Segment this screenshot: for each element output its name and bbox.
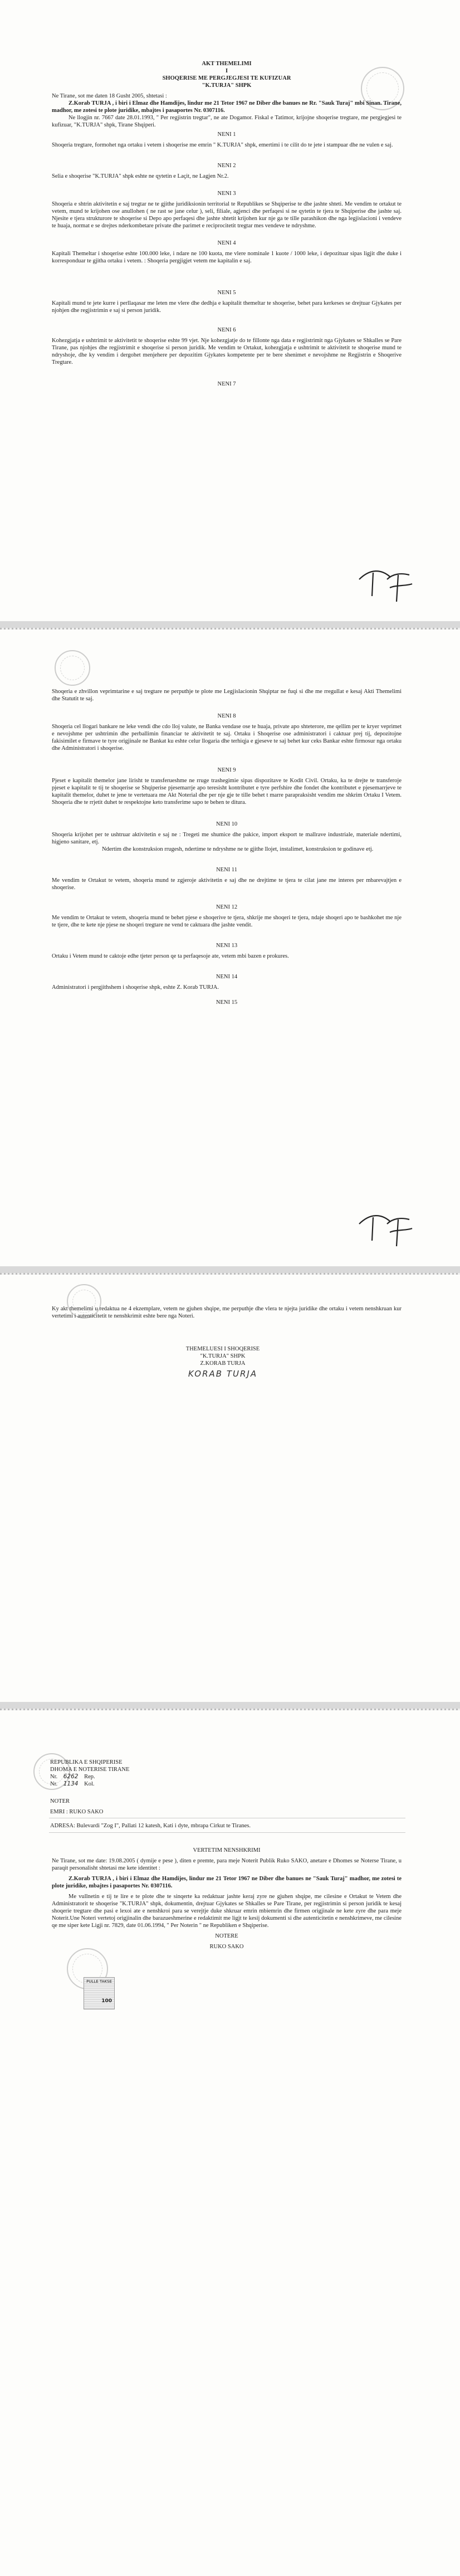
notary-address: ADRESA: Bulevardi "Zog I", Pallati 12 katesh, Kati i dyte, mbrapa Cirkut te Tiranes. xyxy=(50,1823,251,1829)
section-heading: NENI 14 xyxy=(216,974,238,980)
intro-paragraph-3: Ne llogjin nr. 7667 date 28.01.1993, " Per regjistrin tregtar", ne ate Dogamor. Fiskal e Tatimor, krijojne shoqerise tregtare, me pergjegjesi te kufizuar, "K.TURJA" shpk, Tirane Shqiperi. xyxy=(52,115,402,128)
tax-stamp-label: PULLE TAKSE xyxy=(86,1979,112,1984)
title-line-3: SHOQERISE ME PERGJEGJESI TE KUFIZUAR xyxy=(162,75,291,81)
scan-edge xyxy=(0,1709,460,1710)
noter-label: NOTER xyxy=(50,1798,70,1804)
section-text: Pjeset e kapitalit themelor jane lirisht te transferueshme ne rruge trashegimie sipas dispozitave te Kodit Civil. Ortaku, ka te drejte te transferoje pjeset e kapitalit te tij te shoqerise se Shqiperise pjesemarrje apo teresisht kontributet e tyre perfshire dhe fondet dhe kontributet e pjesemarrjeve te kapitalit themelor, duhet te jene te vertetuara me Akt Noterial dhe per nje gje te tille behet t marre parapraksisht vendim me shkrim Ortaku I Vetem. Shoqeria dhe te rrjetit duhet te respektojne keto transferime sapo te behen te ditura. xyxy=(52,778,402,806)
scan-edge xyxy=(0,628,460,630)
section-text: Shoqeria e shtrin aktivitetin e saj tregtar ne te gjithe juridiksionin territorial te Republikes se Shqiperise te dhe jashte shteti. Me vendim te ortakut te vetem, mund te krijohen ose anullohen ( ne rast se jane celur ), seli, filiale, agjenci dhe perfaqesi si ne qytetin te tjera te Shqiperise dhe jashte saj. Njesite e tjera strukturore te shoqerise si Depo apo perfaqesi dhe jashte shtetit krijohen kur nje ga te tille parashikon dhe nga legjislacioni i vendeve te huaja, normat e se drejtes nderkombetare private dhe parimet e reciprocitetit tregtar mes vendeve te ndryshme. xyxy=(52,201,402,229)
notary-title: NOTERE xyxy=(215,1933,238,1939)
section-text: Selia e shoqerise "K.TURJA" shpk eshte ne qytetin e Laçit, ne Lagjen Nr.2. xyxy=(52,173,229,179)
certification-body xyxy=(52,1847,402,1950)
section-heading: NENI 3 xyxy=(217,191,236,197)
company-name: "K.TURJA" SHPK xyxy=(200,1353,246,1359)
section-text: Shoqeria krijohet per te ushtruar aktivitetin e saj ne : Tregeti me shumice dhe pakice, import eksport te mallrave industriale, materiale ndertimi, higjeno sanitare, etj. xyxy=(52,832,402,845)
certification-paragraph-1: Ne Tirane, sot me date: 19.08.2005 ( dymije e pese ), diten e premte, para meje Noterit Publik Ruko SAKO, anetare e Dhomes se Noterse Tirane, u paraqit personalisht shtetasi me kete identitet : xyxy=(52,1858,402,1871)
section-text: Kohezgjatja e ushtrimit te aktivitetit te shoqerise eshte 99 vjet. Nje kohezgjatje do te fillonte nga data e regjistrimit nga Gjykates se Shkalles se Pare Tirane, pas njohjes dhe regjistrimit e shoqerise si person juridik. Me vendim te Ortakut, kohezgjatja e ushtrimit te aktivitetit te shoqerise mund te ndryshoje, dhe ky vendim i dergohet menjehere per depozitim Gjykates kompetente per te bere shenimet e nevojshme ne Regjistrin e Shoqerive Tregtare. xyxy=(52,338,402,365)
chamber-label: DHOMA E NOTERISE TIRANE xyxy=(50,1767,130,1773)
notary-name: EMRI : RUKO SAKO xyxy=(50,1809,104,1815)
section-heading: NENI 6 xyxy=(217,327,236,333)
section-heading: NENI 11 xyxy=(216,867,237,873)
document-page-4 xyxy=(0,1709,460,2576)
section-heading: NENI 15 xyxy=(216,999,238,1006)
tax-stamp xyxy=(84,1977,115,2009)
certification-paragraph-2: Z.Korab TURJA , i biri i Elmaz dhe Hamdijes, lindur me 21 Tetor 1967 ne Diber dhe banues ne "Sauk Turaj" madhor, me zotesi te plote juridike, mbajtes i pasaportes Nr. 0307116. xyxy=(52,1876,402,1889)
section-text: Me vendim te Ortakut te vetem, shoqeria mund te behet pjese e shoqerive te tjera, shkrije me shoqeri te tjera, ndaje shoqeri apo te bashkohet me nje te tjere, dhe te kete nje pjese ne shoqeri tregtare ne vend te caktuara dhe jashte vendit. xyxy=(52,915,402,928)
title-line-2: I xyxy=(225,68,228,74)
signature-icon xyxy=(356,1207,418,1252)
page3-body xyxy=(52,1305,402,1320)
section-heading: NENI 10 xyxy=(216,821,238,827)
closing-paragraph: Ky akt themelimi u redaktua ne 4 ekzemplare, vetem ne gjuhen shqipe, me perputhje dhe vlera te njejta juridike dhe ortaku i vetem nenshkruan kur vertetimi i autenticitetit te nenshkrimit eshte bere nga Noteri. xyxy=(52,1306,402,1319)
tax-stamp-value: 100 xyxy=(101,1998,112,2004)
section-heading: NENI 7 xyxy=(217,381,236,387)
section-text: Shoqeria cel llogari bankare ne leke vendi dhe cdo lloj valute, ne Banka vendase ose te huaja, private apo shteterore, me qellim per te kryer veprimet e nevojshme per ushtrimin dhe perballimin financiar te aktivitetit te saj. Ortaku i Shoqerise ose administratori i caktuar prej tij, depozitojne fakisimilet e firmave te tyre origjinale ne Bankat ku eshte celur llogaria dhe terhiqja e gjeseve te saj behet kur ceks Bankar eshte firmosur nga ortaku dhe Administratori i shoqerise. xyxy=(52,724,402,752)
title-line-1: AKT THEMELIMI xyxy=(202,61,252,67)
founder-title: THEMELUESI I SHOQERISE xyxy=(185,1346,260,1352)
document-page-1 xyxy=(0,0,460,621)
section-text: Ortaku i Vetem mund te caktoje edhe tjeter person qe ta perfaqesoje ate, vetem mbi bazen e prokures. xyxy=(52,953,289,959)
section-text: Kapitali mund te jete kurre i perllaqasar me leten me vlere dhe dedhja e kapitalit themeltar te shoqerise, behet para kerkeses se drejtuar Gjykates per njohjen dhe regjistrimin e saj si person juridik. xyxy=(52,300,402,314)
section-text: Shoqeria tregtare, formohet nga ortaku i vetem i shoqerise me emrin " K.TURJA" shpk, emertimi i te cilit do te jete i stampuar dhe ne vulen e saj. xyxy=(52,142,393,148)
section-heading: NENI 1 xyxy=(217,131,236,138)
section-text: Ndertim dhe konstruksion rrugesh, ndertime te ndryshme ne te gjithe llojet, instalimet, konstruksion te godinave etj. xyxy=(102,846,374,852)
document-page-2 xyxy=(0,628,460,1266)
kol-number: Nr. 1134 Kol. xyxy=(50,1780,95,1787)
document-page-3 xyxy=(0,1273,460,1702)
notary-header xyxy=(50,1759,217,1788)
section-heading: NENI 12 xyxy=(216,904,238,910)
intro-paragraph-2: Z.Korab TURJA , i biri i Elmaz dhe Hamdijes, lindur me 21 Tetor 1967 ne Diber dhe banues ne Rr. "Sauk Turaj" mbi Sinan. Tirane, madhor, me zotesi te plote juridike, mbajtes i pasaportes Nr. 0307116. xyxy=(52,100,402,114)
notary-info xyxy=(50,1798,400,1816)
section-heading: NENI 8 xyxy=(217,713,236,719)
rep-number: Nr. 6262 Rep. xyxy=(50,1773,95,1780)
republic-label: REPUBLIKA E SHQIPERISE xyxy=(50,1759,123,1765)
intro-paragraph-1: Ne Tirane, sot me daten 18 Gusht 2005, shtetasi : xyxy=(52,93,167,99)
notary-signature-name: RUKO SAKO xyxy=(209,1944,244,1950)
intro-paragraph: Shoqeria e zhvillon veprimtarine e saj tregtare ne perputhje te plote me Legjislacionin Shqiptar ne fuqi si dhe me rregullat e kesaj Akti Themelimi dhe Statutit te saj. xyxy=(52,689,402,702)
scan-edge xyxy=(0,1273,460,1275)
founder-signature-block xyxy=(134,1345,312,1378)
section-text: Kapitali Themeltar i shoqerise eshte 100.000 leke, i ndare ne 100 kuota, me vlere nominale 1 kuote / 1000 leke, i depozituar sipas ligjit dhe duke i korresponduar te gjitha ortaku i vetem. : Shoqeria pergjigjet vetem me kapitalin e saj. xyxy=(52,251,402,264)
section-text: Administratori i pergjithshem i shoqerise shpk, eshte Z. Korab TURJA. xyxy=(52,984,219,991)
section-heading: NENI 13 xyxy=(216,943,238,949)
signature-icon xyxy=(356,563,418,607)
divider xyxy=(49,1832,405,1833)
section-heading: NENI 9 xyxy=(217,767,236,773)
certification-title: VERTETIM NENSHKRIMI xyxy=(193,1847,261,1853)
section-text: Me vendim te Ortakut te vetem, shoqeria mund te zgjeroje aktivitetin e saj dhe ne drejtime te tjera te cilat jane me interes per mbarevajtjen e shoqerise. xyxy=(52,877,402,891)
section-heading: NENI 4 xyxy=(217,240,236,246)
title-line-4: "K.TURJA" SHPK xyxy=(202,82,252,89)
page1-body xyxy=(52,60,402,391)
section-heading: NENI 2 xyxy=(217,163,236,169)
page2-body xyxy=(52,688,402,1009)
section-heading: NENI 5 xyxy=(217,290,236,296)
certification-paragraph-3: Me vullnetin e tij te lire e te plote dhe te sinqerte ka redaktuar jashte keraj zyre ne gjuhen shqipe, me cilesine e Ortakut te Vetem dhe Administratorit te shoqerise "K.TURJA" shpk, dokumentin, drejtuar Gjykates se Shkalles se Pare Tirane, per regjistrimin si person juridik te kesaj shoqerie tregtare dhe pasi e lexoi ate e nenshkroi para se verejtje duke shkruar emrin mbiemrin dhe firmen origjinale ne kete zyre dhe para meje Noterit.Une Noteri vertetoj origjinalin dhe barazueshmerine e redaktimit me ligjt te kesij dokumenti si dhe autenticitetin e nenshkrimeve, me cilesine qe me siper kete Ligji nr. 7829, date 01.06.1994, " Per Noterin " ne Republiken e Shqiperise. xyxy=(52,1894,402,1929)
founder-name: Z.KORAB TURJA xyxy=(200,1360,246,1367)
handwritten-signature: KORAB TURJA xyxy=(188,1369,258,1379)
stamp-seal-icon xyxy=(55,650,90,686)
